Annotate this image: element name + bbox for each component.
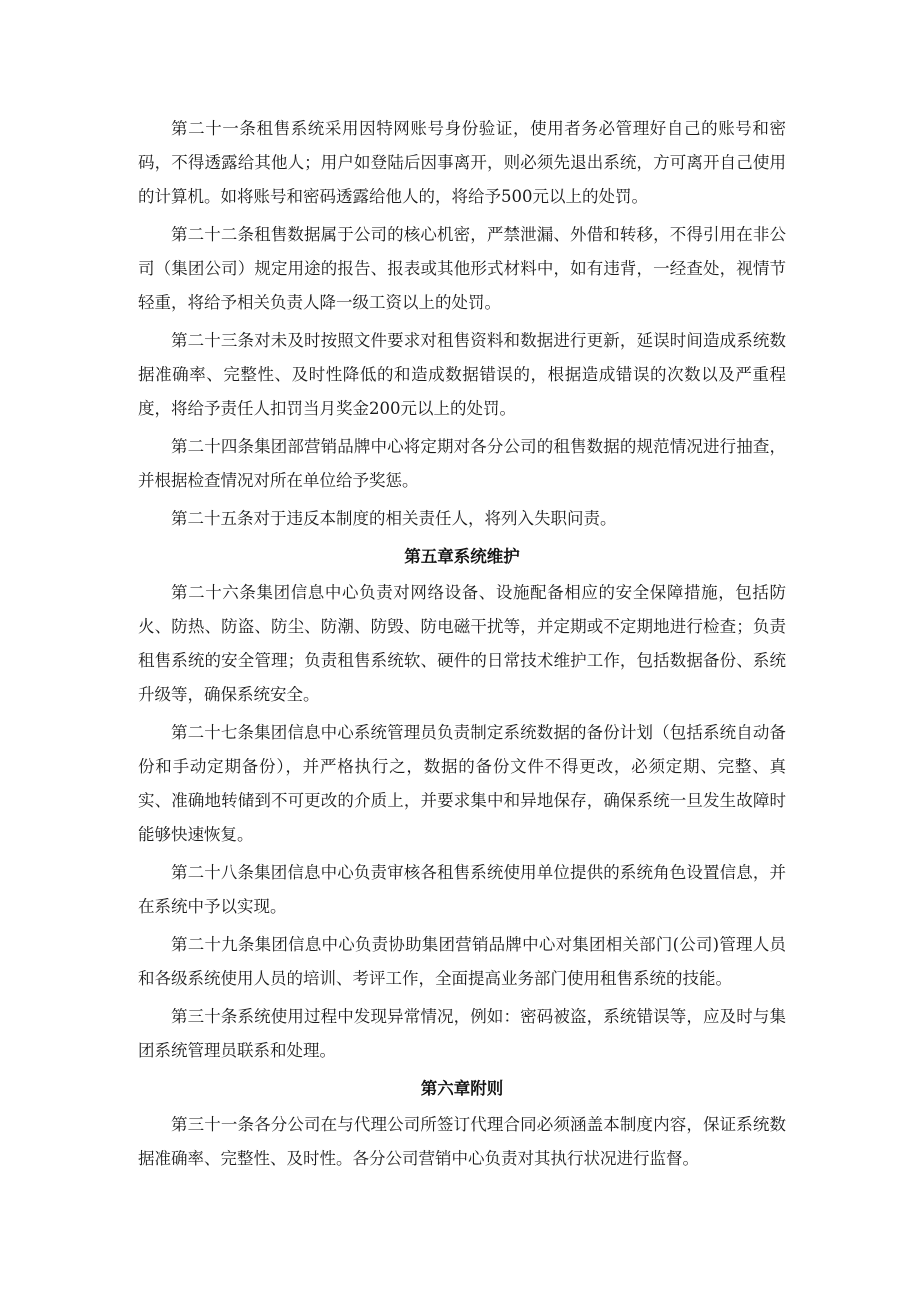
article-24: 第二十四条集团部营销品牌中心将定期对各分公司的租售数据的规范情况进行抽查，并根据检查情况对所在单位给予奖惩。 (138, 437, 786, 490)
article-21: 第二十一条租售系统采用因特网账号身份验证，使用者务必管理好自己的账号和密码，不得透露给其他人；用户如登陆后因事离开，则必须先退出系统，方可离开自己使用的计算机。如将账号和密码透露给他人的，将给予500元以上的处罚。 (138, 119, 786, 206)
article-31: 第三十一条各分公司在与代理公司所签订代理合同必须涵盖本制度内容，保证系统数据准确率、完整性、及时性。各分公司营销中心负责对其执行状况进行监督。 (138, 1115, 786, 1168)
article-28: 第二十八条集团信息中心负责审核各租售系统使用单位提供的系统角色设置信息，并在系统中予以实现。 (138, 863, 786, 916)
article-29: 第二十九条集团信息中心负责协助集团营销品牌中心对集团相关部门(公司)管理人员和各级系统使用人员的培训、考评工作，全面提高业务部门使用租售系统的技能。 (138, 935, 786, 988)
article-23: 第二十三条对未及时按照文件要求对租售资料和数据进行更新，延误时间造成系统数据准确率、完整性、及时性降低的和造成数据错误的，根据造成错误的次数以及严重程度，将给予责任人扣罚当月奖金200元以上的处罚。 (138, 331, 786, 418)
chapter-6-heading: 第六章附则 (420, 1079, 504, 1098)
article-26: 第二十六条集团信息中心负责对网络设备、设施配备相应的安全保障措施，包括防火、防热、防盗、防尘、防潮、防毁、防电磁干扰等，并定期或不定期地进行检查；负责租售系统的安全管理；负责租售系统软、硬件的日常技术维护工作，包括数据备份、系统升级等，确保系统安全。 (138, 583, 786, 704)
article-27: 第二十七条集团信息中心系统管理员负责制定系统数据的备份计划（包括系统自动备份和手动定期备份），并严格执行之，数据的备份文件不得更改，必须定期、完整、真实、准确地转储到不可更改的介质上，并要求集中和异地保存，确保系统一旦发生故障时能够快速恢复。 (138, 723, 786, 844)
article-25: 第二十五条对于违反本制度的相关责任人，将列入失职问责。 (171, 509, 617, 528)
article-30: 第三十条系统使用过程中发现异常情况，例如：密码被盗，系统错误等，应及时与集团系统管理员联系和处理。 (138, 1007, 786, 1060)
chapter-5-heading: 第五章系统维护 (404, 547, 520, 566)
article-22: 第二十二条租售数据属于公司的核心机密，严禁泄漏、外借和转移，不得引用在非公司（集团公司）规定用途的报告、报表或其他形式材料中，如有违背，一经查处，视情节轻重，将给予相关负责人降一级工资以上的处罚。 (138, 225, 786, 312)
document-body (138, 112, 786, 1180)
